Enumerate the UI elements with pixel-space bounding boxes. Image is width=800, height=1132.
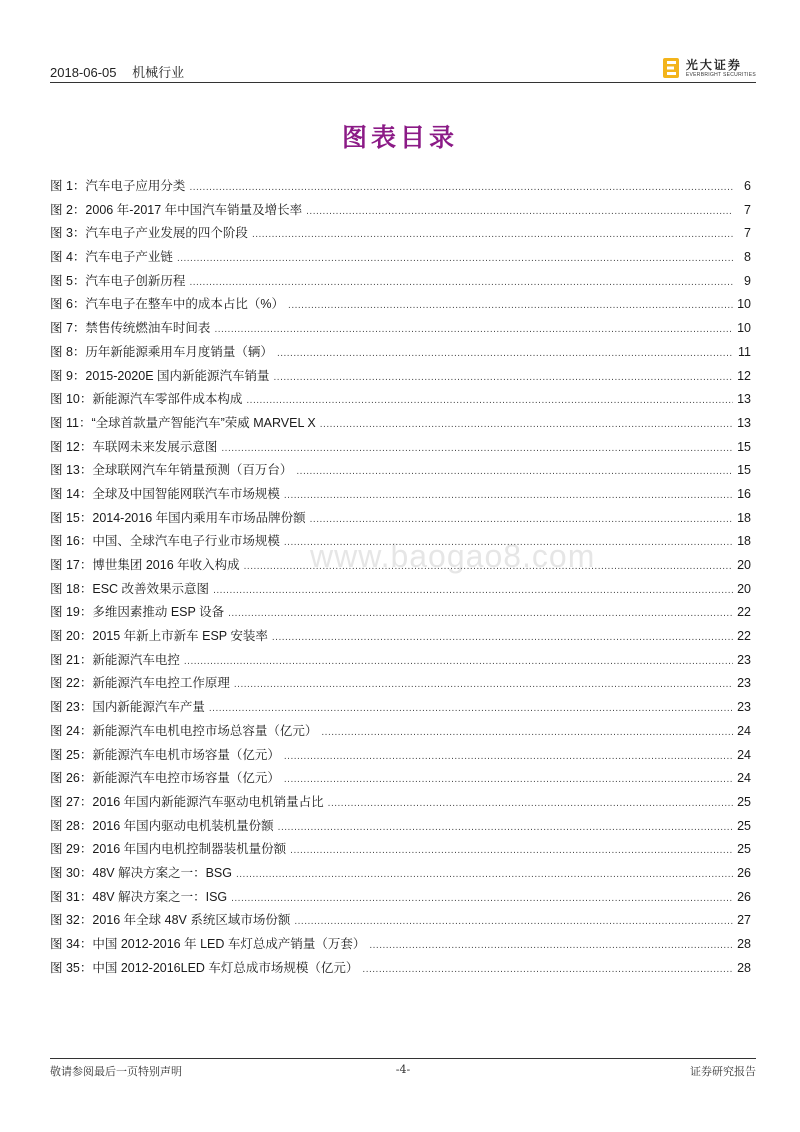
toc-dot-leader (234, 679, 733, 690)
toc-entry-label: 图 29：2016 年国内电机控制器装机量份额 (50, 842, 287, 857)
toc-dot-leader (296, 466, 733, 477)
toc-entry[interactable] (50, 697, 751, 721)
toc-entry-label: 图 10：新能源汽车零部件成本构成 (50, 392, 243, 407)
toc-dot-leader (246, 395, 733, 406)
footer-divider (50, 1058, 756, 1059)
toc-entry[interactable] (50, 910, 751, 934)
toc-entry-page: 24 (737, 771, 751, 786)
toc-entry-label: 图 11：“全球首款量产智能汽车”荣威 MARVEL X (50, 415, 316, 430)
toc-dot-leader (277, 348, 733, 359)
toc-entry[interactable] (50, 934, 751, 958)
toc-entry-label: 图 5：汽车电子创新历程 (50, 273, 186, 288)
toc-entry-page: 23 (737, 700, 751, 715)
toc-entry-label: 图 19：多维因素推动 ESP 设备 (50, 605, 225, 620)
header-divider (50, 82, 756, 83)
toc-entry-page: 13 (737, 415, 751, 430)
page-footer (50, 1063, 756, 1079)
toc-entry[interactable] (50, 863, 751, 887)
toc-entry-label: 图 31：48V 解决方案之一：ISG (50, 889, 228, 904)
toc-entry-label: 图 3：汽车电子产业发展的四个阶段 (50, 226, 248, 241)
toc-entry-label: 图 26：新能源汽车电控市场容量（亿元） (50, 771, 280, 786)
toc-entry-page: 8 (744, 250, 751, 265)
toc-entry-page: 13 (737, 392, 751, 407)
toc-entry-label: 图 28：2016 年国内驱动电机装机量份额 (50, 818, 274, 833)
toc-entry-page: 22 (737, 629, 751, 644)
toc-dot-leader (284, 774, 733, 785)
toc-dot-leader (278, 822, 733, 833)
toc-entry-page: 28 (737, 937, 751, 951)
toc-entry[interactable] (50, 294, 751, 318)
toc-entry[interactable] (50, 745, 751, 769)
toc-dot-leader (362, 964, 733, 975)
toc-entry-label: 图 18：ESC 改善效果示意图 (50, 581, 210, 596)
company-logo (662, 56, 756, 80)
toc-dot-leader (320, 419, 733, 430)
toc-entry-page: 15 (737, 463, 751, 478)
toc-entry-page: 15 (737, 439, 751, 454)
toc-entry[interactable] (50, 247, 751, 271)
toc-dot-leader (214, 324, 733, 335)
toc-entry-page: 16 (737, 486, 751, 501)
toc-entry[interactable] (50, 484, 751, 508)
toc-entry[interactable] (50, 508, 751, 532)
page-header (50, 56, 756, 82)
toc-entry-label: 图 4：汽车电子产业链 (50, 250, 173, 265)
toc-dot-leader (213, 585, 733, 596)
toc-entry-label: 图 32：2016 年全球 48V 系统区域市场份额 (50, 913, 291, 928)
toc-entry[interactable] (50, 839, 751, 863)
toc-entry-page: 22 (737, 605, 751, 620)
toc-entry-label: 图 9：2015-2020E 国内新能源汽车销量 (50, 368, 270, 383)
toc-entry[interactable] (50, 887, 751, 911)
toc-entry-page: 23 (737, 652, 751, 667)
toc-entry-page: 12 (737, 368, 751, 383)
toc-entry-page: 23 (737, 676, 751, 691)
toc-entry-page: 18 (737, 510, 751, 525)
toc-dot-leader (306, 206, 733, 217)
toc-entry-label: 图 1：汽车电子应用分类 (50, 179, 186, 193)
toc-entry[interactable] (50, 318, 751, 342)
toc-entry[interactable] (50, 389, 751, 413)
toc-entry-page: 24 (737, 723, 751, 738)
toc-entry[interactable] (50, 958, 751, 982)
toc-entry-page: 11 (738, 344, 751, 359)
figure-table-of-contents (50, 176, 751, 981)
toc-entry[interactable] (50, 342, 751, 366)
toc-entry-label: 图 6：汽车电子在整车中的成本占比（%） (50, 297, 285, 312)
toc-entry-label: 图 27：2016 年国内新能源汽车驱动电机销量占比 (50, 794, 324, 809)
toc-dot-leader (189, 277, 733, 288)
page-number: -4- (395, 1063, 411, 1076)
toc-dot-leader (274, 372, 733, 383)
toc-entry-label: 图 20：2015 年新上市新车 ESP 安装率 (50, 629, 268, 644)
toc-entry-page: 7 (744, 226, 751, 241)
toc-entry-label: 图 25：新能源汽车电机市场容量（亿元） (50, 747, 280, 762)
toc-entry[interactable] (50, 792, 751, 816)
toc-entry[interactable] (50, 650, 751, 674)
toc-entry[interactable] (50, 200, 751, 224)
toc-entry-page: 25 (737, 842, 751, 857)
toc-entry-page: 20 (737, 581, 751, 596)
toc-dot-leader (189, 182, 733, 193)
toc-entry[interactable] (50, 816, 751, 840)
everbright-logo-icon (662, 57, 680, 79)
toc-entry-label: 图 7：禁售传统燃油车时间表 (50, 321, 211, 336)
toc-dot-leader (321, 727, 733, 738)
toc-entry-label: 图 16：中国、全球汽车电子行业市场规模 (50, 534, 280, 549)
toc-dot-leader (294, 916, 733, 927)
toc-entry-page: 18 (737, 534, 751, 549)
toc-entry-label: 图 22：新能源汽车电控工作原理 (50, 676, 230, 691)
toc-dot-leader (284, 751, 733, 762)
toc-entry-page: 25 (737, 794, 751, 809)
toc-entry-label: 图 15：2014-2016 年国内乘用车市场品牌份额 (50, 510, 306, 525)
logo-name-en: EVERBRIGHT SECURITIES (685, 71, 756, 78)
logo-name-cn: 光大证券 (685, 57, 742, 72)
toc-entry[interactable] (50, 271, 751, 295)
toc-entry-page: 9 (744, 273, 751, 288)
toc-entry[interactable] (50, 413, 751, 437)
header-meta (50, 62, 196, 81)
toc-entry[interactable] (50, 460, 751, 484)
toc-entry-page: 10 (737, 321, 751, 336)
toc-entry-label: 图 21：新能源汽车电控 (50, 652, 180, 667)
toc-entry-page: 7 (744, 202, 751, 217)
toc-entry-label: 图 34：中国 2012-2016 年 LED 车灯总成产销量（万套） (50, 937, 366, 951)
toc-dot-leader (252, 229, 733, 240)
toc-entry[interactable] (50, 366, 751, 390)
toc-entry-label: 图 23：国内新能源汽车产量 (50, 700, 205, 715)
toc-entry[interactable] (50, 223, 751, 247)
toc-entry-page: 28 (737, 960, 751, 975)
toc-entry[interactable] (50, 437, 751, 461)
toc-dot-leader (272, 632, 733, 643)
toc-entry[interactable] (50, 602, 751, 626)
toc-entry-label: 图 24：新能源汽车电机电控市场总容量（亿元） (50, 723, 318, 738)
toc-dot-leader (288, 300, 733, 311)
toc-dot-leader (231, 893, 733, 904)
toc-entry-label: 图 35：中国 2012-2016LED 车灯总成市场规模（亿元） (50, 960, 359, 975)
toc-dot-leader (209, 703, 733, 714)
toc-entry[interactable] (50, 768, 751, 792)
toc-entry-page: 10 (737, 297, 751, 312)
footer-report-type: 证券研究报告 (690, 1065, 756, 1078)
toc-entry[interactable] (50, 176, 751, 200)
toc-entry-page: 27 (737, 913, 751, 928)
toc-entry[interactable] (50, 626, 751, 650)
toc-dot-leader (290, 845, 733, 856)
toc-dot-leader (221, 443, 733, 454)
page-title: 图表目录 (341, 123, 458, 152)
toc-entry[interactable] (50, 579, 751, 603)
toc-entry-page: 25 (737, 818, 751, 833)
toc-entry-page: 20 (737, 558, 751, 572)
toc-dot-leader (177, 253, 733, 264)
toc-entry-label: 图 14：全球及中国智能网联汽车市场规模 (50, 486, 280, 501)
toc-dot-leader (328, 798, 733, 809)
toc-entry-page: 26 (737, 889, 751, 904)
toc-entry-page: 24 (737, 747, 751, 762)
toc-entry-page: 26 (737, 865, 751, 880)
toc-dot-leader (236, 869, 733, 880)
watermark: www.baogao8.com (310, 538, 596, 574)
toc-entry-label: 图 17：博世集团 2016 年收入构成 (50, 558, 240, 572)
toc-entry-page: 6 (744, 179, 751, 193)
toc-dot-leader (369, 940, 733, 951)
toc-dot-leader (284, 490, 733, 501)
toc-dot-leader (184, 656, 733, 667)
industry-label: 机械行业 (132, 65, 185, 80)
toc-entry-label: 图 30：48V 解决方案之一：BSG (50, 865, 232, 880)
toc-dot-leader (310, 514, 733, 525)
toc-entry-label: 图 12：车联网未来发展示意图 (50, 439, 218, 454)
toc-entry[interactable] (50, 673, 751, 697)
toc-entry[interactable] (50, 721, 751, 745)
toc-entry-label: 图 8：历年新能源乘用车月度销量（辆） (50, 344, 273, 359)
footer-disclaimer: 敬请参阅最后一页特别声明 (50, 1065, 182, 1078)
report-date: 2018-06-05 (50, 65, 117, 80)
toc-dot-leader (228, 608, 733, 619)
toc-entry-label: 图 2：2006 年-2017 年中国汽车销量及增长率 (50, 202, 303, 217)
toc-entry-label: 图 13：全球联网汽车年销量预测（百万台） (50, 463, 293, 478)
